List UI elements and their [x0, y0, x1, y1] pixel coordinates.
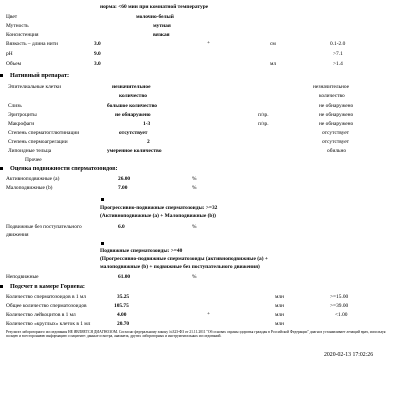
- row-label: Степень сперматогглютинации: [8, 130, 80, 136]
- section-bullet-icon: [0, 285, 3, 288]
- row-reference: незначительное: [313, 84, 350, 90]
- row-label: Количество «круглых» клеток в 1 мл: [6, 321, 91, 327]
- row-label: Цвет: [6, 14, 18, 20]
- row-label: Липоидные тельца: [8, 148, 52, 154]
- row-reference: отсутствует: [322, 139, 349, 145]
- row-value: вязкая: [153, 32, 170, 38]
- row-unit: п/зр.: [258, 112, 269, 118]
- row-value: 4.00: [117, 312, 127, 318]
- row-value: 61.00: [118, 274, 131, 280]
- row-value: молочно-белый: [136, 14, 174, 20]
- row-label: Объем: [6, 61, 22, 67]
- row-value: 1-3: [143, 121, 151, 127]
- row-value: 2: [147, 139, 150, 145]
- row-reference: >7.1: [333, 51, 343, 57]
- row-label: Степень спермоагрегации: [8, 139, 68, 145]
- row-label: Подвижные без поступательного: [6, 224, 82, 230]
- row-value: 20.70: [117, 321, 130, 327]
- row-label: Вязкость – длина нити: [6, 41, 58, 47]
- row-reference: обильно: [327, 148, 347, 154]
- row-unit: млн: [275, 312, 284, 318]
- row-unit: %: [192, 224, 197, 230]
- report-timestamp: 2020-02-13 17:02:26: [324, 352, 374, 358]
- row-unit: %: [192, 185, 197, 191]
- row-unit: млн: [275, 303, 284, 309]
- row-value: 6.0: [118, 224, 125, 230]
- liquefaction-norm: норма: <60 мин при комнатной температуре: [100, 4, 209, 10]
- section-bullet-icon: [0, 167, 3, 170]
- bullet-icon: [101, 242, 104, 245]
- row-value: 3.0: [94, 41, 101, 47]
- row-label: Количество лейкоцитов в 1 мл: [6, 312, 76, 318]
- row-label: Мутность: [6, 23, 29, 29]
- abnormal-flag: +: [207, 40, 211, 46]
- row-reference: не обнаружено: [319, 121, 354, 127]
- row-value: 7.00: [118, 185, 128, 191]
- row-unit: %: [192, 274, 197, 280]
- row-value: не обнаружено: [115, 112, 151, 118]
- section-title-native: Нативный препарат:: [10, 72, 70, 79]
- total-motility-formula-1: (Прогрессивно-подвижные сперматозоиды (активноподвижные (a) +: [100, 256, 268, 262]
- section-title-goryaev: Подсчет в камере Горяева:: [10, 283, 85, 290]
- row-value: мутная: [153, 23, 171, 29]
- section-title-motility: Оценка подвижности сперматозоидов:: [10, 165, 118, 172]
- row-reference: отсутствует: [322, 130, 349, 136]
- row-value: отсутствует: [119, 130, 148, 136]
- row-label: Макрофаги: [8, 121, 35, 127]
- row-value: умеренное количество: [107, 148, 162, 154]
- row-unit: п/зр.: [258, 121, 269, 127]
- progressive-motility-formula: (Активноподвижные (a) + Малоподвижные (b)): [100, 213, 216, 219]
- row-value: 3.0: [94, 61, 101, 67]
- section-bullet-icon: [0, 74, 3, 77]
- row-label: Слизь: [8, 103, 22, 109]
- row-reference: >1.4: [333, 61, 343, 67]
- row-label: Неподвижные: [6, 274, 39, 280]
- row-value: незначительное: [112, 84, 151, 90]
- row-label-line2: движения: [6, 232, 29, 238]
- row-unit: млн: [275, 294, 284, 300]
- row-label: Общее количество сперматозоидов: [6, 303, 87, 309]
- total-motility-formula-2: малоподвижные (b) + подвижные без поступательного движения): [100, 264, 260, 270]
- row-unit: %: [192, 176, 197, 182]
- row-label: Малоподвижные (b): [6, 185, 53, 191]
- row-label: Консистенция: [6, 32, 39, 38]
- row-value: 26.00: [118, 176, 131, 182]
- row-value: большое количество: [107, 103, 158, 109]
- row-reference: >=15.00: [330, 294, 349, 300]
- bullet-icon: [101, 198, 104, 201]
- row-unit: см: [270, 41, 276, 47]
- row-label: Количество сперматозоидов в 1 мл: [6, 294, 87, 300]
- row-unit: млн: [275, 321, 284, 327]
- row-reference: <1.00: [335, 312, 348, 318]
- row-reference: не обнаружено: [319, 112, 354, 118]
- row-unit: мл: [270, 61, 277, 67]
- row-reference: 0.1-2.0: [330, 41, 346, 47]
- row-reference-line2: количество: [319, 93, 345, 99]
- row-value: 9.0: [94, 51, 101, 57]
- row-label: pH: [6, 51, 13, 57]
- row-value-line2: количество: [119, 93, 147, 99]
- row-label: Эпителиальные клетки: [8, 84, 62, 90]
- row-value: 105.75: [114, 303, 129, 309]
- legal-disclaimer: Результат лабораторного исследования НЕ ЯВЛЯЕТСЯ ДИАГНОЗОМ. Согласно федеральному закону №323-ФЗ от 21.11.2011 "Об основах охраны здоровья граждан в Российской Федерации" диагноз устанавливает лечащий врач, используя полную и всестороннюю информацию о пациенте: данные осмотра, анамнеза, других лабораторных и инструментальных исследований.: [6, 330, 386, 339]
- row-label: Прочее: [25, 157, 42, 163]
- row-label: Эритроциты: [8, 112, 37, 118]
- progressive-motility-heading: Прогрессивно-подвижные сперматозоиды: >=32: [100, 205, 218, 211]
- row-reference: >=39.00: [330, 303, 349, 309]
- row-reference: не обнаружено: [319, 103, 354, 109]
- row-label: Активноподвижные (a): [6, 176, 60, 182]
- total-motility-heading: Подвижные сперматозоиды: >=40: [100, 248, 183, 254]
- abnormal-flag: +: [207, 311, 211, 317]
- row-value: 35.25: [117, 294, 130, 300]
